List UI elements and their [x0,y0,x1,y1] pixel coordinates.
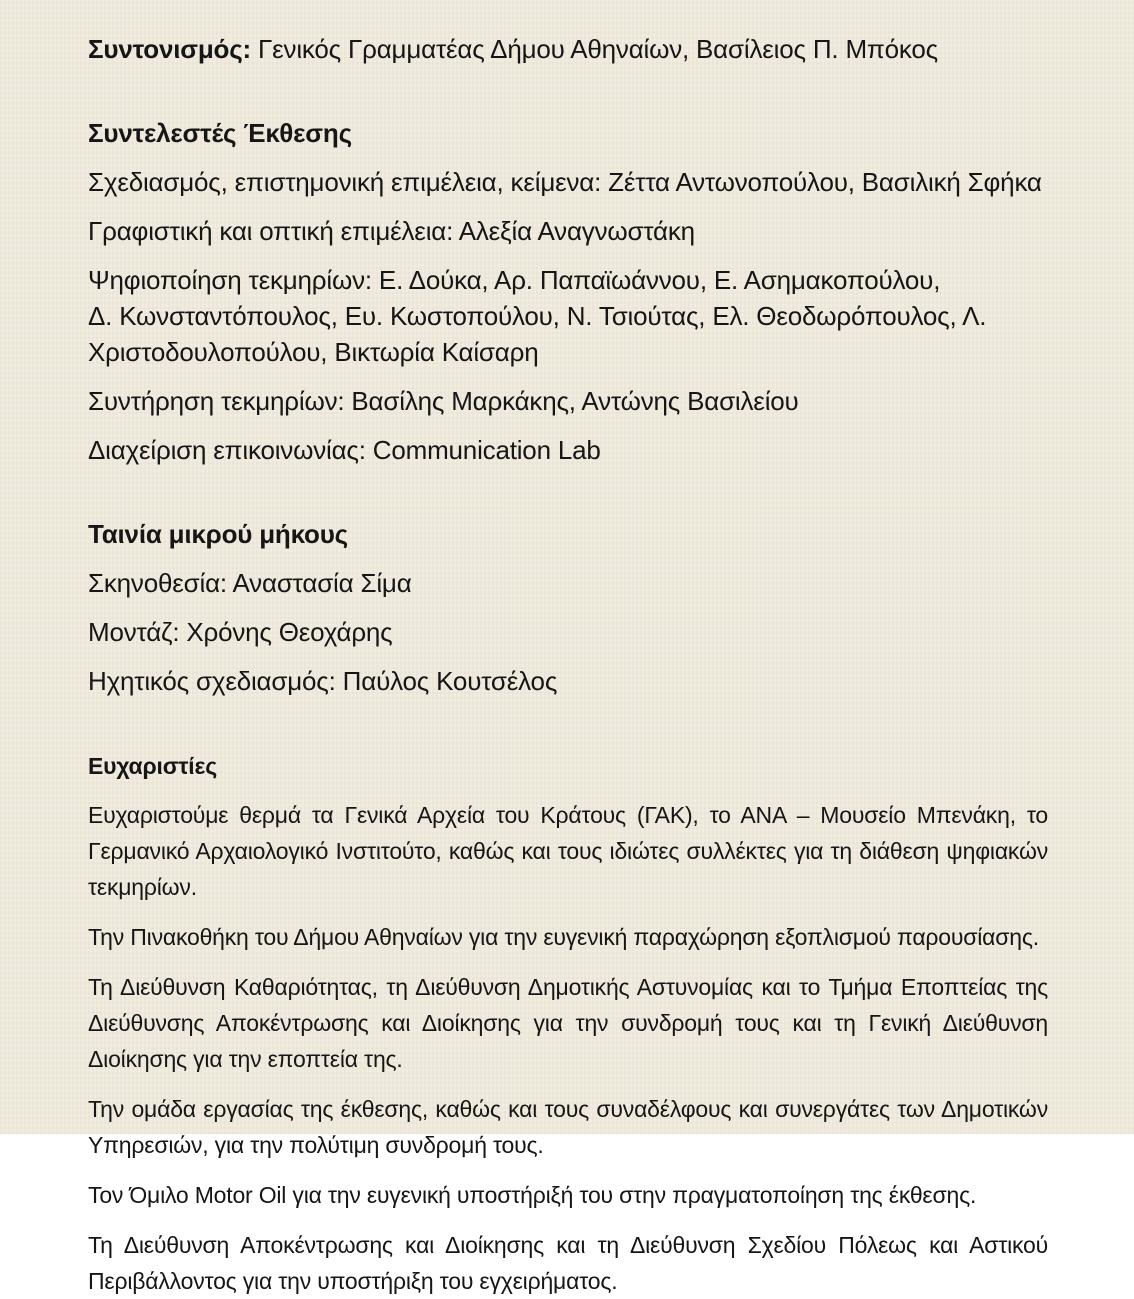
acknowledgement-paragraph-motor-oil: Τον Όμιλο Motor Oil για την ευγενική υποστήριξή του στην πραγματοποίηση της έκθεσης. [88,1182,977,1208]
credit-line-design: Σχεδιασμός, επιστημονική επιμέλεια, κείμενα: Ζέττα Αντωνοπούλου, Βασιλική Σφήκα [88,167,1042,197]
coordination-value: Γενικός Γραμματέας Δήμου Αθηναίων, Βασίλειος Π. Μπόκος [251,34,938,64]
acknowledgement-paragraph-gallery: Την Πινακοθήκη του Δήμου Αθηναίων για την ευγενική παραχώρηση εξοπλισμού παρουσίασης. [88,924,1039,950]
acknowledgement-paragraph-directorates: Τη Διεύθυνση Καθαριότητας, τη Διεύθυνση Δημοτικής Αστυνομίας και το Τμήμα Εποπτείας της Διεύθυνσης Αποκέντρωσης και Διοίκησης για την συνδρομή τους και τη Γενική Διεύθυνση Διοίκησης για την εποπτεία της. [88,974,1048,1072]
coordination-label: Συντονισμός: [88,34,251,64]
acknowledgement-paragraph-archives: Ευχαριστούμε θερμά τα Γενικά Αρχεία του Κράτους (ΓΑΚ), το ΑΝΑ – Μουσείο Μπενάκη, το Γερμανικό Αρχαιολογικό Ινστιτούτο, καθώς και τους ιδιώτες συλλέκτες για τη διάθεση ψηφιακών τεκμηρίων. [88,802,1048,900]
credit-line-digitization: Ψηφιοποίηση τεκμηρίων: Ε. Δούκα, Αρ. Παπαϊωάννου, Ε. Ασημακοπούλου, Δ. Κωνσταντόπουλος, Ευ. Κωστοπούλου, Ν. Τσιούτας, Ελ. Θεοδωρόπουλος, Λ. Χριστοδουλοπούλου, Βικτωρία Καίσαρη [88,265,987,367]
credit-line-communication: Διαχείριση επικοινωνίας: Communication Lab [88,435,601,465]
acknowledgement-paragraph-urban-planning: Τη Διεύθυνση Αποκέντρωσης και Διοίκησης και τη Διεύθυνση Σχεδίου Πόλεως και Αστικού Περιβάλλοντος για την υποστήριξη του εγχειρήματος. [88,1232,1048,1294]
film-section-heading: Ταινία μικρού μήκους [88,519,348,549]
credit-line-graphics: Γραφιστική και οπτική επιμέλεια: Αλεξία Αναγνωστάκη [88,216,695,246]
acknowledgement-paragraph-team: Την ομάδα εργασίας της έκθεσης, καθώς και τους συναδέλφους και συνεργάτες των Δημοτικών Υπηρεσιών, για την πολύτιμη συνδρομή τους. [88,1096,1048,1158]
film-credit-direction: Σκηνοθεσία: Αναστασία Σίμα [88,568,412,598]
acknowledgements-heading: Ευχαριστίες [88,753,217,779]
coordination-line [88,31,1048,67]
film-credit-editing: Μοντάζ: Χρόνης Θεοχάρης [88,617,393,647]
credit-line-conservation: Συντήρηση τεκμηρίων: Βασίλης Μαρκάκης, Αντώνης Βασιλείου [88,386,799,416]
film-credit-sound: Ηχητικός σχεδιασμός: Παύλος Κουτσέλος [88,666,558,696]
credits-section-heading: Συντελεστές Έκθεσης [88,118,352,148]
